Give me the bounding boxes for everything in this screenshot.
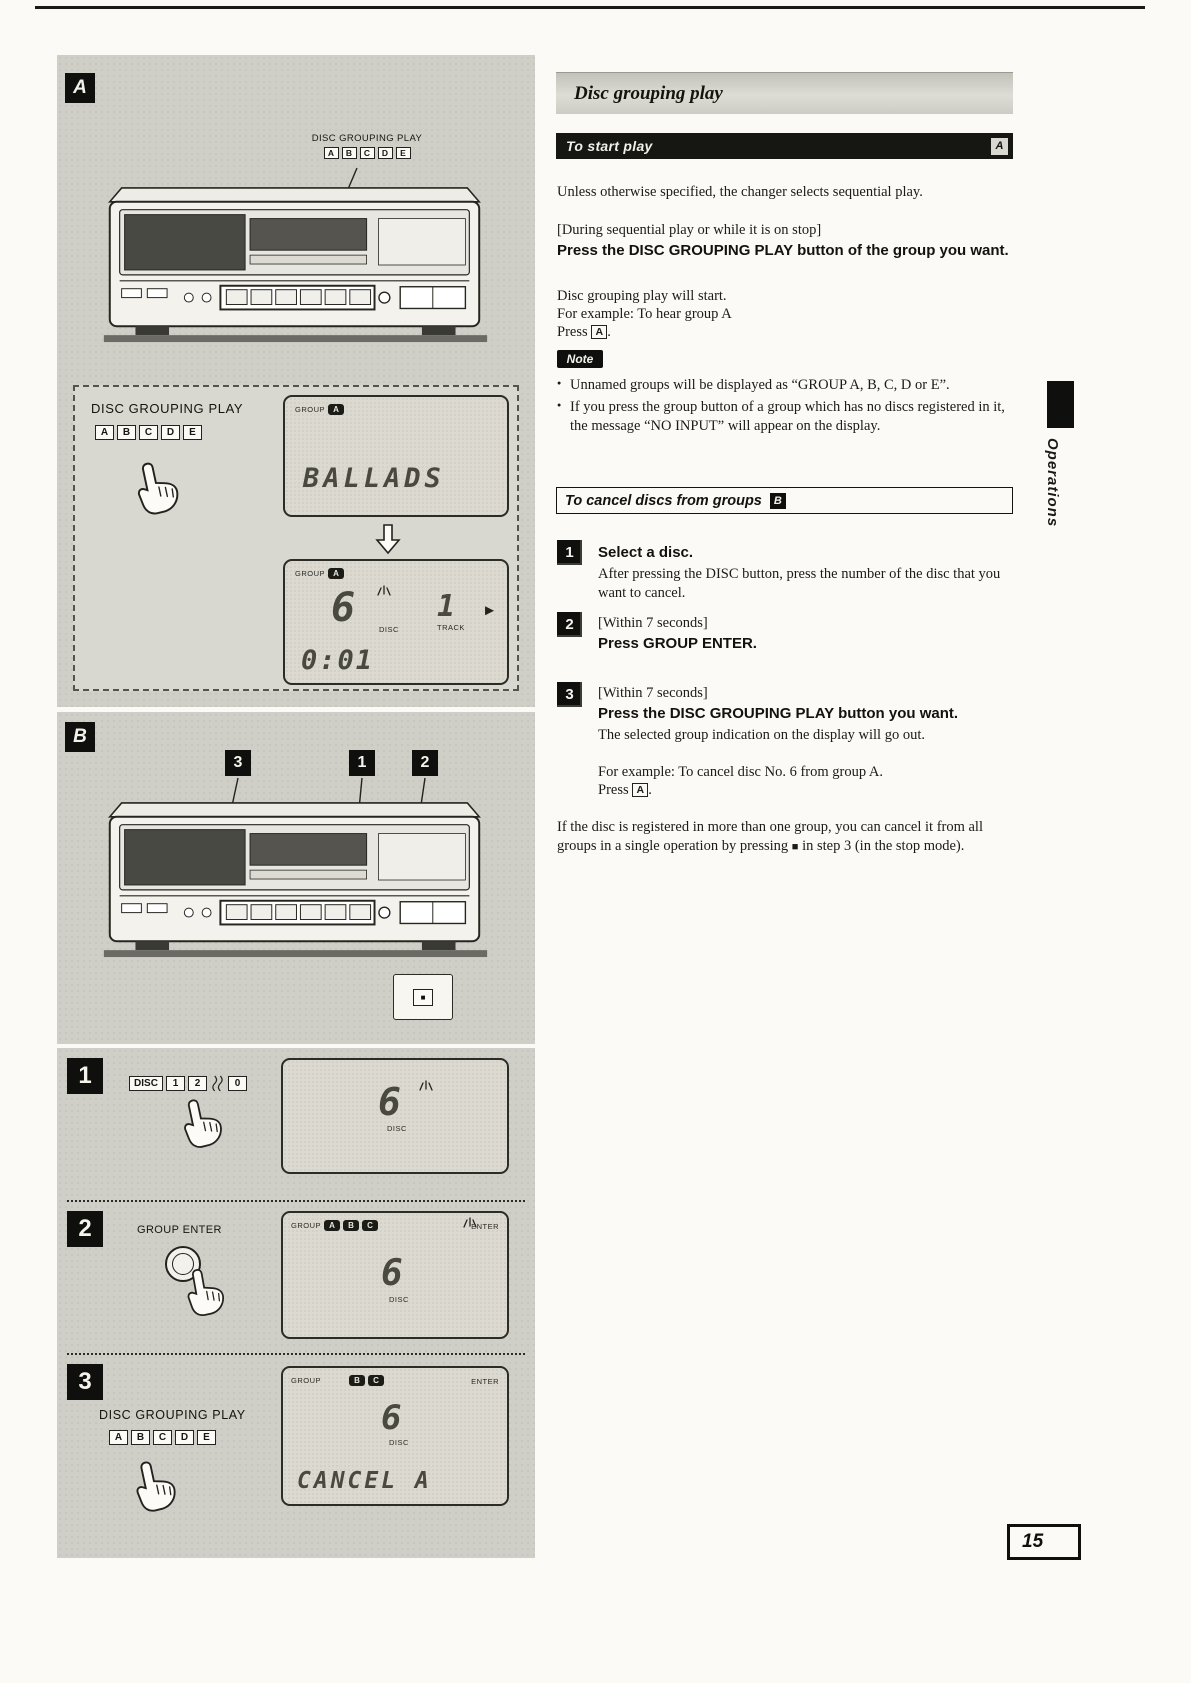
group-name-readout: BALLADS (303, 463, 445, 494)
cancel-step-2-heading: Press GROUP ENTER. (598, 635, 757, 652)
blink-rays-icon (417, 1078, 435, 1092)
display-group-row (295, 568, 344, 579)
step-1-badge: 1 (67, 1058, 103, 1094)
result-text: Disc grouping play will start. (557, 288, 727, 304)
press-prefix: Press (598, 782, 633, 798)
group-key-d: D (161, 425, 180, 440)
press-suffix: . (648, 782, 652, 798)
display-step-1 (281, 1058, 509, 1174)
ellipsis-squiggle-icon (211, 1074, 224, 1093)
group-key-b: B (342, 147, 357, 159)
cancel-section-title: To cancel discs from groups (565, 492, 762, 509)
cancel-step-1-badge: 1 (557, 540, 582, 565)
group-label: GROUP (291, 1221, 322, 1230)
disc-key-row (129, 1074, 247, 1093)
device-callout (262, 133, 472, 159)
cancel-press-line (598, 781, 1013, 800)
note-badge: Note (557, 350, 603, 368)
group-label: GROUP (291, 1376, 322, 1385)
disc-label: DISC (389, 1295, 409, 1304)
display-group-name (283, 395, 509, 517)
press-suffix: . (607, 324, 611, 340)
device-callout-label: DISC GROUPING PLAY (311, 133, 423, 144)
section-b-badge: B (65, 722, 95, 752)
condition-text: [During sequential play or while it is on stop] (557, 222, 822, 238)
pointing-hand-icon (123, 1453, 184, 1522)
group-key-e: E (396, 147, 411, 159)
start-play-ref-badge: A (991, 138, 1008, 155)
note-item: ● If you press the group button of a group which has no discs registered in it, the message “NO INPUT” will appear on the display. (557, 398, 1013, 436)
group-keys-row (109, 1430, 216, 1445)
callout-step-2: 2 (412, 750, 438, 776)
group-key-c: C (139, 425, 158, 440)
group-key-d: D (175, 1430, 194, 1445)
start-play-heading (556, 133, 1013, 159)
display-group-row (291, 1375, 384, 1386)
display-group-row (295, 404, 344, 415)
number-key-0: 0 (228, 1076, 247, 1091)
group-label: GROUP (295, 405, 326, 414)
group-key-b: B (117, 425, 136, 440)
cancel-step-2-badge: 2 (557, 612, 582, 637)
group-a-keycap: A (591, 325, 607, 339)
panel-label: DISC GROUPING PLAY (91, 401, 244, 416)
track-label: TRACK (437, 623, 465, 632)
step-2-badge: 2 (67, 1211, 103, 1247)
note-list (557, 376, 1013, 439)
note-item: ● Unnamed groups will be displayed as “GROUP A, B, C, D or E”. (557, 376, 1013, 395)
scan-artifact-line (35, 6, 1145, 9)
group-a-indicator: A (328, 568, 344, 579)
section-tab-marker (1047, 381, 1074, 428)
disc-number-readout: 6 (381, 1253, 405, 1294)
group-key-c: C (153, 1430, 172, 1445)
track-number-readout: 1 (437, 589, 458, 624)
display-group-row (291, 1220, 378, 1231)
group-keys-row (262, 147, 472, 159)
enter-indicator: ENTER (471, 1377, 499, 1386)
group-enter-label: GROUP ENTER (137, 1224, 222, 1236)
step-separator (67, 1200, 525, 1202)
stop-key: ■ (413, 989, 433, 1006)
callout-step-3: 3 (225, 750, 251, 776)
section-a-illustration (57, 55, 535, 707)
number-key-2: 2 (188, 1076, 207, 1091)
cancel-section-ref-badge: B (770, 493, 786, 509)
stop-button-callout (393, 974, 453, 1020)
cancel-step-1-body: After pressing the DISC button, press the number of the disc that you want to cancel. (598, 566, 1001, 601)
page-number: 15 (1007, 1524, 1081, 1560)
cancel-step-3-condition: [Within 7 seconds] (598, 685, 708, 701)
group-b-indicator: B (343, 1220, 359, 1231)
pointing-hand-icon (124, 454, 188, 525)
step-3-badge: 3 (67, 1364, 103, 1400)
disc-grouping-play-label: DISC GROUPING PLAY (99, 1408, 246, 1422)
disc-number-readout: 6 (378, 1080, 403, 1124)
time-readout: 0:01 (301, 645, 375, 676)
group-key-b: B (131, 1430, 150, 1445)
section-a-badge: A (65, 73, 95, 103)
play-icon: ► (482, 603, 497, 619)
cancel-steps-illustration (57, 1048, 535, 1558)
group-a-indicator: A (324, 1220, 340, 1231)
group-play-panel (73, 385, 519, 691)
cancel-footer-text (557, 818, 1013, 856)
section-tab-label: Operations (1044, 438, 1061, 528)
display-playing (283, 559, 509, 685)
cd-changer-illustration (92, 788, 497, 973)
section-b-illustration (57, 712, 535, 1044)
disc-key: DISC (129, 1076, 163, 1091)
group-key-a: A (95, 425, 114, 440)
cancel-step-3-badge: 3 (557, 682, 582, 707)
panel-group-keys-row (95, 425, 202, 440)
group-key-a: A (324, 147, 339, 159)
group-b-indicator: B (349, 1375, 365, 1386)
cancel-step-3-body: The selected group indication on the display will go out. (598, 727, 925, 743)
step-separator (67, 1353, 525, 1355)
stop-icon: ■ (791, 840, 799, 853)
intro-text: Unless otherwise specified, the changer selects sequential play. (557, 184, 923, 200)
chapter-header (556, 72, 1013, 114)
group-key-c: C (360, 147, 375, 159)
pointing-hand-icon (176, 1262, 231, 1325)
footer-pre: If the disc is registered in more than one group, you can cancel it from all groups in a single operation by pressing (557, 819, 983, 854)
instruction-text: Press the DISC GROUPING PLAY button of the group you want. (557, 242, 1009, 259)
cancel-readout: CANCEL A (297, 1468, 432, 1494)
group-key-e: E (197, 1430, 216, 1445)
pointing-hand-icon (171, 1092, 230, 1159)
example-text: For example: To hear group A (557, 306, 732, 322)
group-key-d: D (378, 147, 393, 159)
start-play-title: To start play (566, 138, 653, 154)
group-c-indicator: C (362, 1220, 378, 1231)
group-label: GROUP (295, 569, 326, 578)
display-step-2 (281, 1211, 509, 1339)
press-prefix: Press (557, 324, 592, 340)
disc-label: DISC (379, 625, 399, 634)
group-a-keycap: A (632, 783, 648, 797)
group-a-indicator: A (328, 404, 344, 415)
group-key-e: E (183, 425, 202, 440)
cancel-step-1-heading: Select a disc. (598, 544, 694, 561)
press-line (557, 323, 1013, 342)
display-step-3 (281, 1366, 509, 1506)
blink-rays-icon (375, 583, 393, 597)
disc-label: DISC (387, 1124, 407, 1133)
cancel-step-2-condition: [Within 7 seconds] (598, 615, 708, 631)
callout-step-1: 1 (349, 750, 375, 776)
disc-label: DISC (389, 1438, 409, 1447)
cancel-section-heading (556, 487, 1013, 514)
enter-indicator: ENTER (471, 1222, 499, 1231)
group-key-a: A (109, 1430, 128, 1445)
disc-number-readout: 6 (381, 1398, 404, 1438)
number-key-1: 1 (166, 1076, 185, 1091)
group-c-indicator: C (368, 1375, 384, 1386)
cancel-step-3-heading: Press the DISC GROUPING PLAY button you want. (598, 705, 959, 722)
footer-post: in step 3 (in the stop mode). (798, 837, 965, 854)
cancel-example-text: For example: To cancel disc No. 6 from group A. (598, 764, 884, 780)
disc-number-readout: 6 (331, 585, 358, 631)
down-arrow-icon (375, 523, 401, 555)
cd-changer-illustration (92, 173, 497, 358)
chapter-title: Disc grouping play (574, 82, 723, 104)
